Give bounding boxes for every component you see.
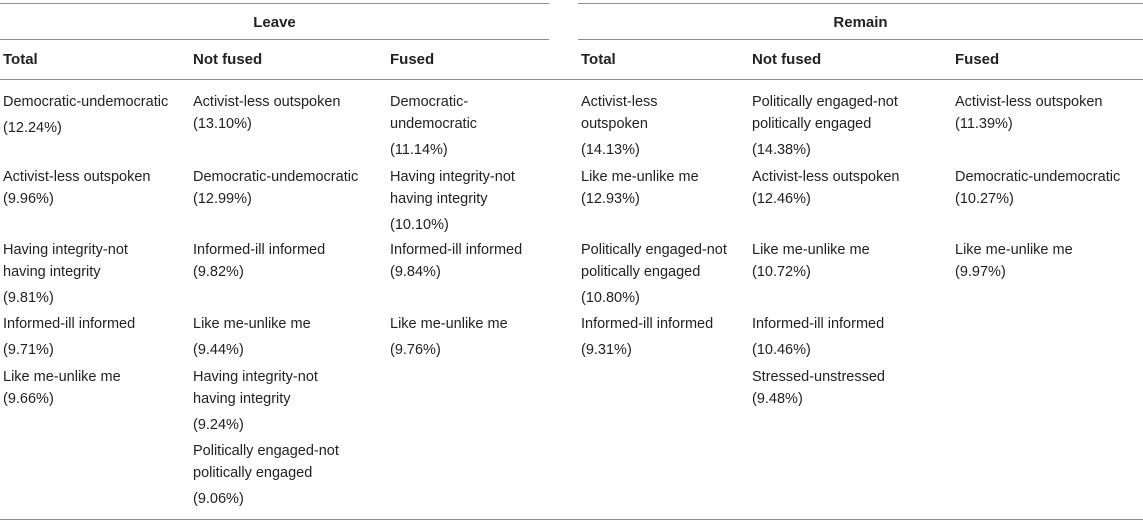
table-cell [581,314,741,362]
cell-label: Informed-ill informed [581,316,714,332]
cell-value: (9.06%) [193,490,244,507]
table-cell [193,92,378,135]
cell-label: Having integrity-not having integrity [390,169,515,207]
bottom-rule [0,519,1143,520]
table-cell [3,314,173,362]
cell-value: (12.24%) [3,120,62,136]
table-cell [3,92,173,140]
column-header-remain-not-fused: Not fused [752,51,822,68]
cell-label: Stressed-unstressed [752,369,885,385]
table-cell [3,167,183,210]
cell-value: (9.44%) [193,342,244,358]
top-rule-leave [0,3,549,4]
cell-value: (9.84%) [390,263,441,280]
cell-label: Like me-unlike me [390,316,508,332]
cell-label: Having integrity-not having integrity [3,242,128,280]
cell-label: Democratic-undemocratic [3,94,169,110]
column-header-leave-not-fused: Not fused [193,51,263,68]
cell-value: (9.97%) [955,263,1006,280]
cell-value: (9.82%) [193,263,244,280]
table-cell [752,240,937,283]
table-cell [390,314,565,362]
cell-value: (13.10%) [193,115,252,132]
table-cell [752,92,937,161]
column-header-leave-total: Total [3,51,38,68]
group-rule-leave [0,39,549,40]
cell-label: Activist-less outspoken [3,169,151,185]
table-cell [955,92,1140,135]
header-rule [0,79,1143,80]
cell-value: (9.31%) [581,342,632,358]
cell-label: Like me-unlike me [581,169,699,185]
cell-label: Democratic-undemocratic [955,169,1121,185]
cell-label: Activist-less outspoken [955,94,1103,110]
cell-label: Activist-less outspoken [752,169,900,185]
table-cell [581,167,741,210]
table-cell [955,240,1140,283]
table-cell [390,240,565,283]
cell-value: (9.66%) [3,390,54,407]
table-cell [193,441,363,510]
table-cell [955,167,1140,210]
cell-label: Like me-unlike me [3,369,121,385]
cell-value: (14.38%) [752,141,811,158]
cell-label: Politically engaged-not politically engaged [581,242,727,280]
cell-label: Democratic-undemocratic [193,169,359,185]
table-cell [581,240,741,309]
cell-value: (10.10%) [390,216,449,233]
table-cell [3,367,173,410]
cell-value: (9.24%) [193,416,244,433]
cell-value: (9.76%) [390,342,441,358]
table-cell [752,367,937,410]
group-header-remain: Remain [833,14,888,31]
cell-label: Informed-ill informed [3,316,136,332]
column-header-remain-total: Total [581,51,616,68]
table-cell [193,367,363,436]
cell-value: (9.71%) [3,342,54,358]
table-cell [193,240,378,283]
cell-label: Informed-ill informed [752,316,885,332]
cell-label: Politically engaged-not politically engaged [193,443,339,481]
cell-value: (14.13%) [581,141,640,158]
cell-value: (9.48%) [752,390,803,407]
cell-value: (9.96%) [3,190,54,207]
cell-value: (10.46%) [752,342,811,358]
cell-label: Activist-less outspoken [581,94,658,132]
cell-value: (9.81%) [3,289,54,306]
table-cell [193,167,383,210]
column-header-leave-fused: Fused [390,51,435,68]
cell-value: (10.72%) [752,263,811,280]
cell-value: (12.99%) [193,190,252,207]
cell-value: (12.46%) [752,190,811,207]
cell-label: Activist-less outspoken [193,94,341,110]
top-rule-remain [578,3,1143,4]
cell-label: Informed-ill informed [390,242,523,258]
table-cell [581,92,701,161]
cell-label: Like me-unlike me [955,242,1073,258]
group-rule-remain [578,39,1143,40]
table-cell [3,240,173,309]
cell-value: (11.39%) [955,115,1013,132]
cell-label: Having integrity-not having integrity [193,369,318,407]
cell-value: (10.80%) [581,289,640,306]
cell-label: Like me-unlike me [193,316,311,332]
column-header-remain-fused: Fused [955,51,1000,68]
cell-value: (10.27%) [955,190,1014,207]
table-cell [752,314,937,362]
table-cell [193,314,378,362]
cell-label: Informed-ill informed [193,242,326,258]
cell-label: Politically engaged-not politically engaged [752,94,898,132]
group-header-leave: Leave [253,14,296,31]
table-cell [390,167,530,236]
cell-value: (12.93%) [581,190,640,207]
cell-value: (11.14%) [390,141,448,158]
table-cell [752,167,937,210]
cell-label: Like me-unlike me [752,242,870,258]
cell-label: Democratic-undemocratic [390,94,478,132]
table-cell [390,92,530,161]
